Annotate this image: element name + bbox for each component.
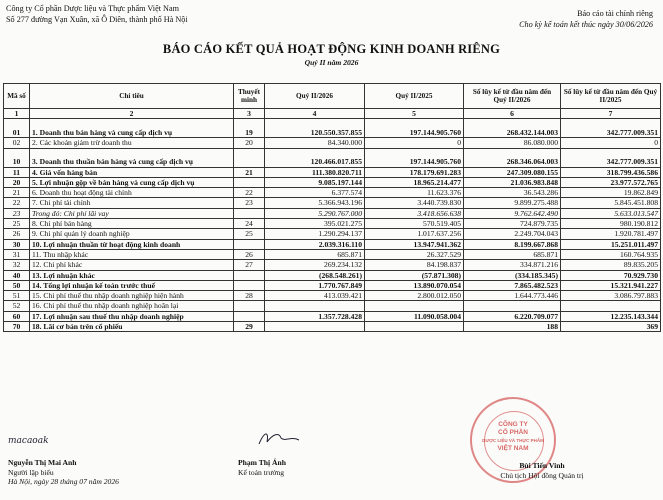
row-note: 26 [234, 249, 265, 259]
row-code: 02 [4, 138, 30, 148]
cell-ytd2025 [561, 301, 661, 311]
row-note: 21 [234, 167, 265, 177]
cell-ytd2026: 247.309.080.155 [464, 167, 561, 177]
cell-q2026: 1.357.728.428 [265, 311, 365, 321]
accountant-name: Phạm Thị Ánh [238, 458, 286, 467]
cell-q2026: 1.290.294.137 [265, 229, 365, 239]
cell-q2026: 2.039.316.110 [265, 239, 365, 249]
row-note: 23 [234, 198, 265, 208]
index-cell: 2 [30, 109, 234, 119]
row-item: 11. Thu nhập khác [30, 249, 234, 259]
table-row [4, 229, 661, 239]
row-item: 7. Chi phí tài chính [30, 198, 234, 208]
accountant-title: Kế toán trưởng [238, 467, 285, 477]
row-note: 19 [234, 119, 265, 138]
cell-ytd2025: 15.321.941.227 [561, 280, 661, 290]
row-item: Trong đó: Chi phí lãi vay [30, 208, 234, 218]
row-code: 50 [4, 280, 30, 290]
cell-q2025: 13.947.941.362 [365, 239, 464, 249]
row-item: 3. Doanh thu thuần bán hàng và cung cấp dịch vụ [30, 148, 234, 167]
row-item: 10. Lợi nhuận thuần từ hoạt động kinh doanh [30, 239, 234, 249]
table-row [4, 119, 661, 138]
cell-ytd2025: 5.845.451.808 [561, 198, 661, 208]
table-row [4, 148, 661, 167]
cell-q2026 [265, 301, 365, 311]
cell-q2025: 178.179.691.283 [365, 167, 464, 177]
row-code: 32 [4, 260, 30, 270]
col-header-ytd2025: Số lũy kế từ đầu năm đến Quý II/2025 [561, 84, 661, 109]
col-header-code: Mã số [4, 84, 30, 109]
col-header-note: Thuyết minh [234, 84, 265, 109]
row-item: 17. Lợi nhuận sau thuế thu nhập doanh nghiệp [30, 311, 234, 321]
chair-title: Chủ tịch Hội đồng Quản trị [500, 470, 584, 480]
cell-ytd2025: 980.190.812 [561, 219, 661, 229]
cell-ytd2026: 1.644.773.446 [464, 291, 561, 301]
table-index-row [4, 109, 661, 119]
cell-ytd2026: 188 [464, 322, 561, 332]
row-note: 22 [234, 188, 265, 198]
table-row [4, 301, 661, 311]
company-name: Công ty Cổ phần Dược liệu và Thực phẩm Việt Nam [6, 4, 179, 13]
cell-ytd2026: 86.080.000 [464, 138, 561, 148]
row-code: 51 [4, 291, 30, 301]
table-row [4, 291, 661, 301]
cell-q2026 [265, 322, 365, 332]
cell-q2025: 3.440.739.830 [365, 198, 464, 208]
table-row [4, 138, 661, 148]
cell-q2025: 570.519.405 [365, 219, 464, 229]
row-code: 26 [4, 229, 30, 239]
preparer-name: Nguyễn Thị Mai Anh [8, 458, 77, 467]
accountant-signature-mark [255, 428, 305, 450]
table-row [4, 311, 661, 321]
table-row [4, 249, 661, 259]
cell-ytd2025: 5.633.013.547 [561, 208, 661, 218]
cell-q2025: 84.198.837 [365, 260, 464, 270]
company-address: Số 277 đường Vạn Xuân, xã Ô Diên, thành phố Hà Nội [6, 14, 188, 24]
cell-ytd2025: 23.977.572.765 [561, 177, 661, 187]
row-item: 12. Chi phí khác [30, 260, 234, 270]
preparer-signature-mark: macaoak [8, 436, 49, 446]
report-header [519, 9, 653, 30]
cell-q2025: 18.965.214.477 [365, 177, 464, 187]
cell-ytd2026: 2.249.704.043 [464, 229, 561, 239]
row-code: 20 [4, 177, 30, 187]
cell-ytd2026: 334.871.216 [464, 260, 561, 270]
row-code: 25 [4, 219, 30, 229]
row-note [234, 177, 265, 187]
cell-ytd2025: 89.835.205 [561, 260, 661, 270]
cell-q2026: 120.550.357.855 [265, 119, 365, 138]
document-title: BÁO CÁO KẾT QUẢ HOẠT ĐỘNG KINH DOANH RIÊNG [162, 42, 501, 56]
cell-q2025: 13.890.070.054 [365, 280, 464, 290]
chair-block [472, 461, 612, 480]
row-note: 20 [234, 138, 265, 148]
index-cell: 1 [4, 109, 30, 119]
row-item: 6. Doanh thu hoạt động tài chính [30, 188, 234, 198]
row-item: 5. Lợi nhuận gộp về bán hàng và cung cấp dịch vụ [30, 177, 234, 187]
cell-ytd2025: 19.862.849 [561, 188, 661, 198]
row-note [234, 148, 265, 167]
cell-ytd2026: 685.871 [464, 249, 561, 259]
row-code: 30 [4, 239, 30, 249]
index-cell: 5 [365, 109, 464, 119]
cell-q2025: (57.871.308) [365, 270, 464, 280]
row-code: 31 [4, 249, 30, 259]
cell-ytd2025: 3.086.797.883 [561, 291, 661, 301]
cell-q2025: 11.623.376 [365, 188, 464, 198]
cell-q2025: 11.090.058.004 [365, 311, 464, 321]
cell-ytd2026: 268.346.064.003 [464, 148, 561, 167]
row-item: 9. Chi phí quản lý doanh nghiệp [30, 229, 234, 239]
row-item: 15. Chi phí thuế thu nhập doanh nghiệp hiện hành [30, 291, 234, 301]
cell-q2026: 413.039.421 [265, 291, 365, 301]
cell-ytd2025: 12.235.143.344 [561, 311, 661, 321]
cell-q2025 [365, 322, 464, 332]
row-code: 23 [4, 208, 30, 218]
table-header-row [4, 84, 661, 109]
cell-q2026: 685.871 [265, 249, 365, 259]
cell-q2025: 1.017.637.256 [365, 229, 464, 239]
table-row [4, 167, 661, 177]
col-header-ytd2026: Số lũy kế từ đầu năm đến Quý II/2026 [464, 84, 561, 109]
preparer-block [8, 458, 119, 487]
index-cell: 6 [464, 109, 561, 119]
row-note: 28 [234, 291, 265, 301]
cell-ytd2025: 1.920.781.497 [561, 229, 661, 239]
row-note: 29 [234, 322, 265, 332]
col-header-item: Chỉ tiêu [30, 84, 234, 109]
cell-ytd2026: 8.199.667.868 [464, 239, 561, 249]
cell-q2026: 395.021.275 [265, 219, 365, 229]
cell-ytd2025: 0 [561, 138, 661, 148]
row-note: 27 [234, 260, 265, 270]
cell-q2026: 84.340.000 [265, 138, 365, 148]
cell-ytd2026: (334.185.345) [464, 270, 561, 280]
row-note: 24 [234, 219, 265, 229]
col-header-q2025: Quý II/2025 [365, 84, 464, 109]
cell-q2026: 120.466.017.855 [265, 148, 365, 167]
row-item: 13. Lợi nhuận khác [30, 270, 234, 280]
col-header-q2026: Quý II/2026 [265, 84, 365, 109]
table-row [4, 270, 661, 280]
cell-q2026: 269.234.132 [265, 260, 365, 270]
row-item: 14. Tổng lợi nhuận kế toán trước thuế [30, 280, 234, 290]
cell-ytd2025: 342.777.009.351 [561, 119, 661, 138]
cell-q2026: 9.085.197.144 [265, 177, 365, 187]
row-item: 2. Các khoản giảm trừ doanh thu [30, 138, 234, 148]
table-body [4, 119, 661, 332]
row-item: 1. Doanh thu bán hàng và cung cấp dịch vụ [30, 119, 234, 138]
table-row [4, 188, 661, 198]
accountant-block [238, 458, 286, 477]
row-note [234, 239, 265, 249]
cell-q2025: 197.144.905.760 [365, 119, 464, 138]
row-note [234, 208, 265, 218]
table-row [4, 177, 661, 187]
table-row [4, 322, 661, 332]
row-code: 10 [4, 148, 30, 167]
company-seal-text: CÔNG TY CỔ PHẦN DƯỢC LIỆU VÀ THỰC PHẨM VIỆT NAM [482, 421, 544, 452]
table-row [4, 260, 661, 270]
cell-q2026: 111.380.820.711 [265, 167, 365, 177]
cell-ytd2026: 268.432.144.003 [464, 119, 561, 138]
document-subtitle: Quý II năm 2026 [304, 58, 359, 67]
cell-q2025: 26.327.529 [365, 249, 464, 259]
cell-q2025 [365, 301, 464, 311]
row-note [234, 311, 265, 321]
cell-q2026: 5.366.943.196 [265, 198, 365, 208]
row-note [234, 280, 265, 290]
index-cell: 7 [561, 109, 661, 119]
cell-ytd2026: 9.762.642.490 [464, 208, 561, 218]
row-code: 40 [4, 270, 30, 280]
cell-ytd2025: 70.929.730 [561, 270, 661, 280]
income-statement-table [3, 83, 661, 332]
signing-date: Hà Nội, ngày 28 tháng 07 năm 2026 [8, 477, 119, 486]
row-item: 8. Chi phí bán hàng [30, 219, 234, 229]
cell-ytd2025: 318.799.436.586 [561, 167, 661, 177]
table-row [4, 198, 661, 208]
report-type: Báo cáo tài chính riêng [577, 9, 653, 18]
cell-q2025: 3.418.656.638 [365, 208, 464, 218]
cell-ytd2026: 6.220.709.077 [464, 311, 561, 321]
cell-ytd2025: 342.777.009.351 [561, 148, 661, 167]
chair-name: Bùi Tiến Vinh [519, 461, 565, 470]
cell-q2025: 2.800.012.050 [365, 291, 464, 301]
row-item: 18. Lãi cơ bản trên cổ phiếu [30, 322, 234, 332]
cell-ytd2026: 724.879.735 [464, 219, 561, 229]
cell-ytd2026: 7.865.482.523 [464, 280, 561, 290]
index-cell: 3 [234, 109, 265, 119]
cell-ytd2026: 36.543.286 [464, 188, 561, 198]
index-cell: 4 [265, 109, 365, 119]
row-code: 70 [4, 322, 30, 332]
preparer-title: Người lập biểu [8, 467, 54, 477]
row-note: 25 [234, 229, 265, 239]
row-item: 4. Giá vốn hàng bán [30, 167, 234, 177]
table-row [4, 239, 661, 249]
cell-q2025: 197.144.905.760 [365, 148, 464, 167]
row-code: 11 [4, 167, 30, 177]
row-note [234, 301, 265, 311]
cell-q2026: (268.548.261) [265, 270, 365, 280]
cell-ytd2026: 9.899.275.488 [464, 198, 561, 208]
cell-ytd2025: 15.251.011.497 [561, 239, 661, 249]
row-code: 60 [4, 311, 30, 321]
row-note [234, 270, 265, 280]
cell-q2026: 1.770.767.849 [265, 280, 365, 290]
cell-q2026: 6.377.574 [265, 188, 365, 198]
table-row [4, 208, 661, 218]
period-note: Cho kỳ kế toán kết thúc ngày 30/06/2026 [519, 19, 653, 29]
table-row [4, 280, 661, 290]
cell-q2026: 5.290.767.000 [265, 208, 365, 218]
cell-ytd2025: 160.764.935 [561, 249, 661, 259]
cell-ytd2026: 21.036.983.848 [464, 177, 561, 187]
cell-ytd2025: 369 [561, 322, 661, 332]
row-code: 01 [4, 119, 30, 138]
row-code: 21 [4, 188, 30, 198]
cell-ytd2026 [464, 301, 561, 311]
cell-q2025: 0 [365, 138, 464, 148]
table-row [4, 219, 661, 229]
company-header [6, 4, 188, 25]
row-code: 52 [4, 301, 30, 311]
row-item: 16. Chi phí thuế thu nhập doanh nghiệp hoãn lại [30, 301, 234, 311]
row-code: 22 [4, 198, 30, 208]
